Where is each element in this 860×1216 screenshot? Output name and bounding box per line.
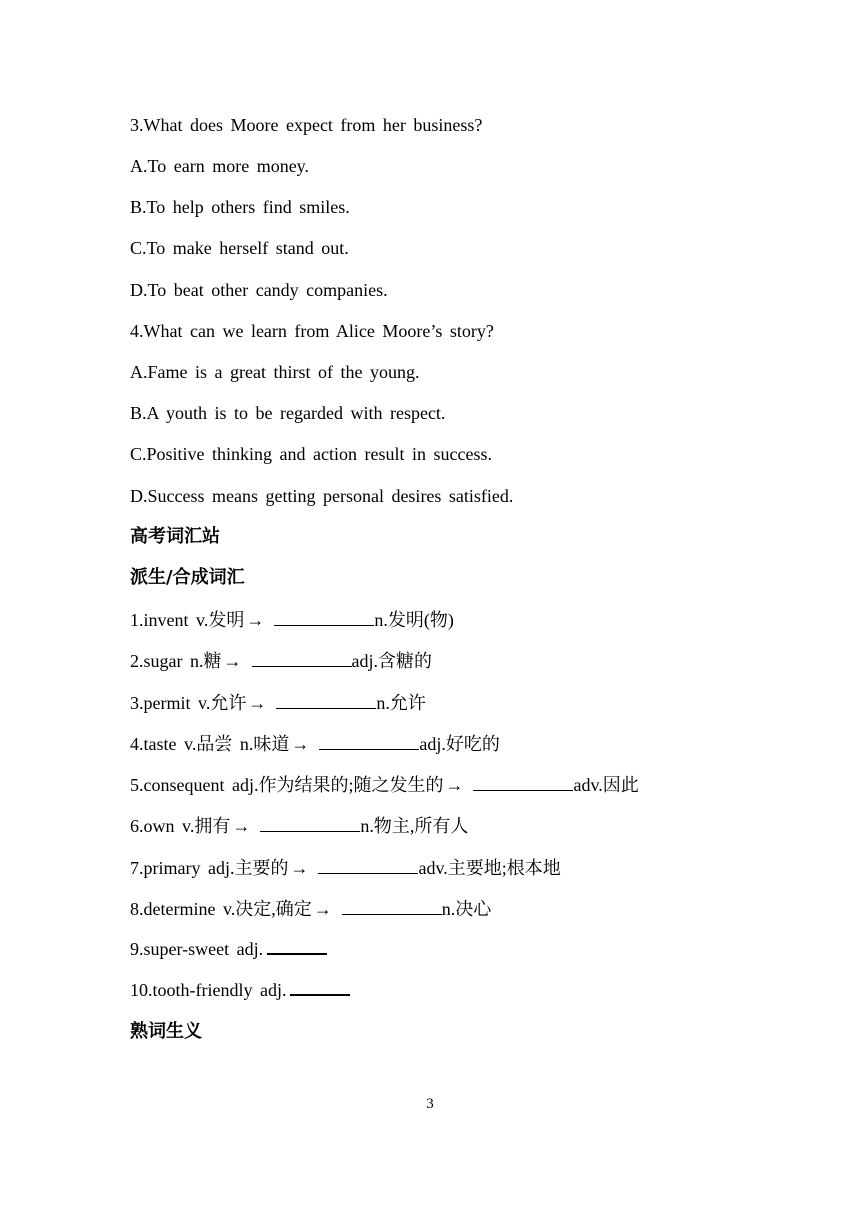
vocab-suffix: adj.含糖的 <box>351 651 432 671</box>
answer-blank[interactable] <box>290 979 350 996</box>
vocab-prefix: 4.taste v.品尝 n.味道 <box>130 734 290 754</box>
question-4-option-c: C.Positive thinking and action result in success. <box>130 444 492 464</box>
vocab-suffix: n.决心 <box>441 899 492 919</box>
vocab-prefix: 6.own v.拥有 <box>130 816 231 836</box>
question-4-stem: 4.What can we learn from Alice Moore’s story? <box>130 321 494 341</box>
vocab-suffix: n.物主,所有人 <box>360 816 469 836</box>
arrow-icon: → <box>248 693 267 713</box>
vocab-suffix: adv.因此 <box>573 775 639 795</box>
question-3-option-b: B.To help others find smiles. <box>130 197 350 217</box>
arrow-icon: → <box>313 899 332 919</box>
arrow-icon: → <box>291 734 310 754</box>
vocab-item <box>130 608 454 631</box>
question-3-option-a: A.To earn more money. <box>130 156 310 176</box>
arrow-icon: → <box>223 651 242 671</box>
arrow-icon: → <box>290 858 309 878</box>
arrow-icon: → <box>445 775 464 795</box>
vocab-suffix: adv.主要地;根本地 <box>418 858 561 878</box>
vocab-item <box>130 814 468 837</box>
vocab-prefix: 1.invent v.发明 <box>130 610 245 630</box>
section2-title: 熟词生义 <box>130 1021 202 1042</box>
answer-blank[interactable] <box>318 856 418 874</box>
arrow-icon: → <box>232 816 251 836</box>
vocab-suffix: n.允许 <box>376 693 426 713</box>
answer-blank[interactable] <box>319 732 419 750</box>
answer-blank[interactable] <box>267 938 327 955</box>
vocab-item <box>130 773 639 796</box>
vocab-item <box>130 897 491 920</box>
answer-blank[interactable] <box>252 649 352 667</box>
vocab-item <box>130 649 432 672</box>
compound-prefix: 10.tooth-friendly adj. <box>130 980 287 1000</box>
question-4-option-a: A.Fame is a great thirst of the young. <box>130 362 420 382</box>
vocab-prefix: 8.determine v.决定,确定 <box>130 899 312 919</box>
vocab-suffix: n.发明(物) <box>374 610 454 630</box>
subsection-title: 派生/合成词汇 <box>130 567 245 588</box>
answer-blank[interactable] <box>473 773 573 791</box>
compound-item <box>130 979 350 1001</box>
compound-prefix: 9.super-sweet adj. <box>130 939 264 959</box>
vocab-item <box>130 732 500 755</box>
answer-blank[interactable] <box>342 897 442 915</box>
answer-blank[interactable] <box>276 691 376 709</box>
arrow-icon: → <box>246 610 265 630</box>
question-4-option-d: D.Success means getting personal desires satisfied. <box>130 486 514 506</box>
vocab-suffix: adj.好吃的 <box>419 734 500 754</box>
vocab-prefix: 3.permit v.允许 <box>130 693 247 713</box>
page-number: 3 <box>426 1096 434 1112</box>
question-4-option-b: B.A youth is to be regarded with respect. <box>130 403 446 423</box>
vocab-prefix: 5.consequent adj.作为结果的;随之发生的 <box>130 775 444 795</box>
question-3-option-d: D.To beat other candy companies. <box>130 280 388 300</box>
question-3-stem: 3.What does Moore expect from her business? <box>130 115 483 135</box>
answer-blank[interactable] <box>274 608 374 626</box>
compound-item <box>130 938 327 960</box>
vocab-prefix: 2.sugar n.糖 <box>130 651 222 671</box>
section-title: 高考词汇站 <box>130 526 220 547</box>
vocab-item <box>130 691 426 714</box>
question-3-option-c: C.To make herself stand out. <box>130 238 349 258</box>
answer-blank[interactable] <box>260 814 360 832</box>
vocab-item <box>130 856 561 879</box>
vocab-prefix: 7.primary adj.主要的 <box>130 858 289 878</box>
